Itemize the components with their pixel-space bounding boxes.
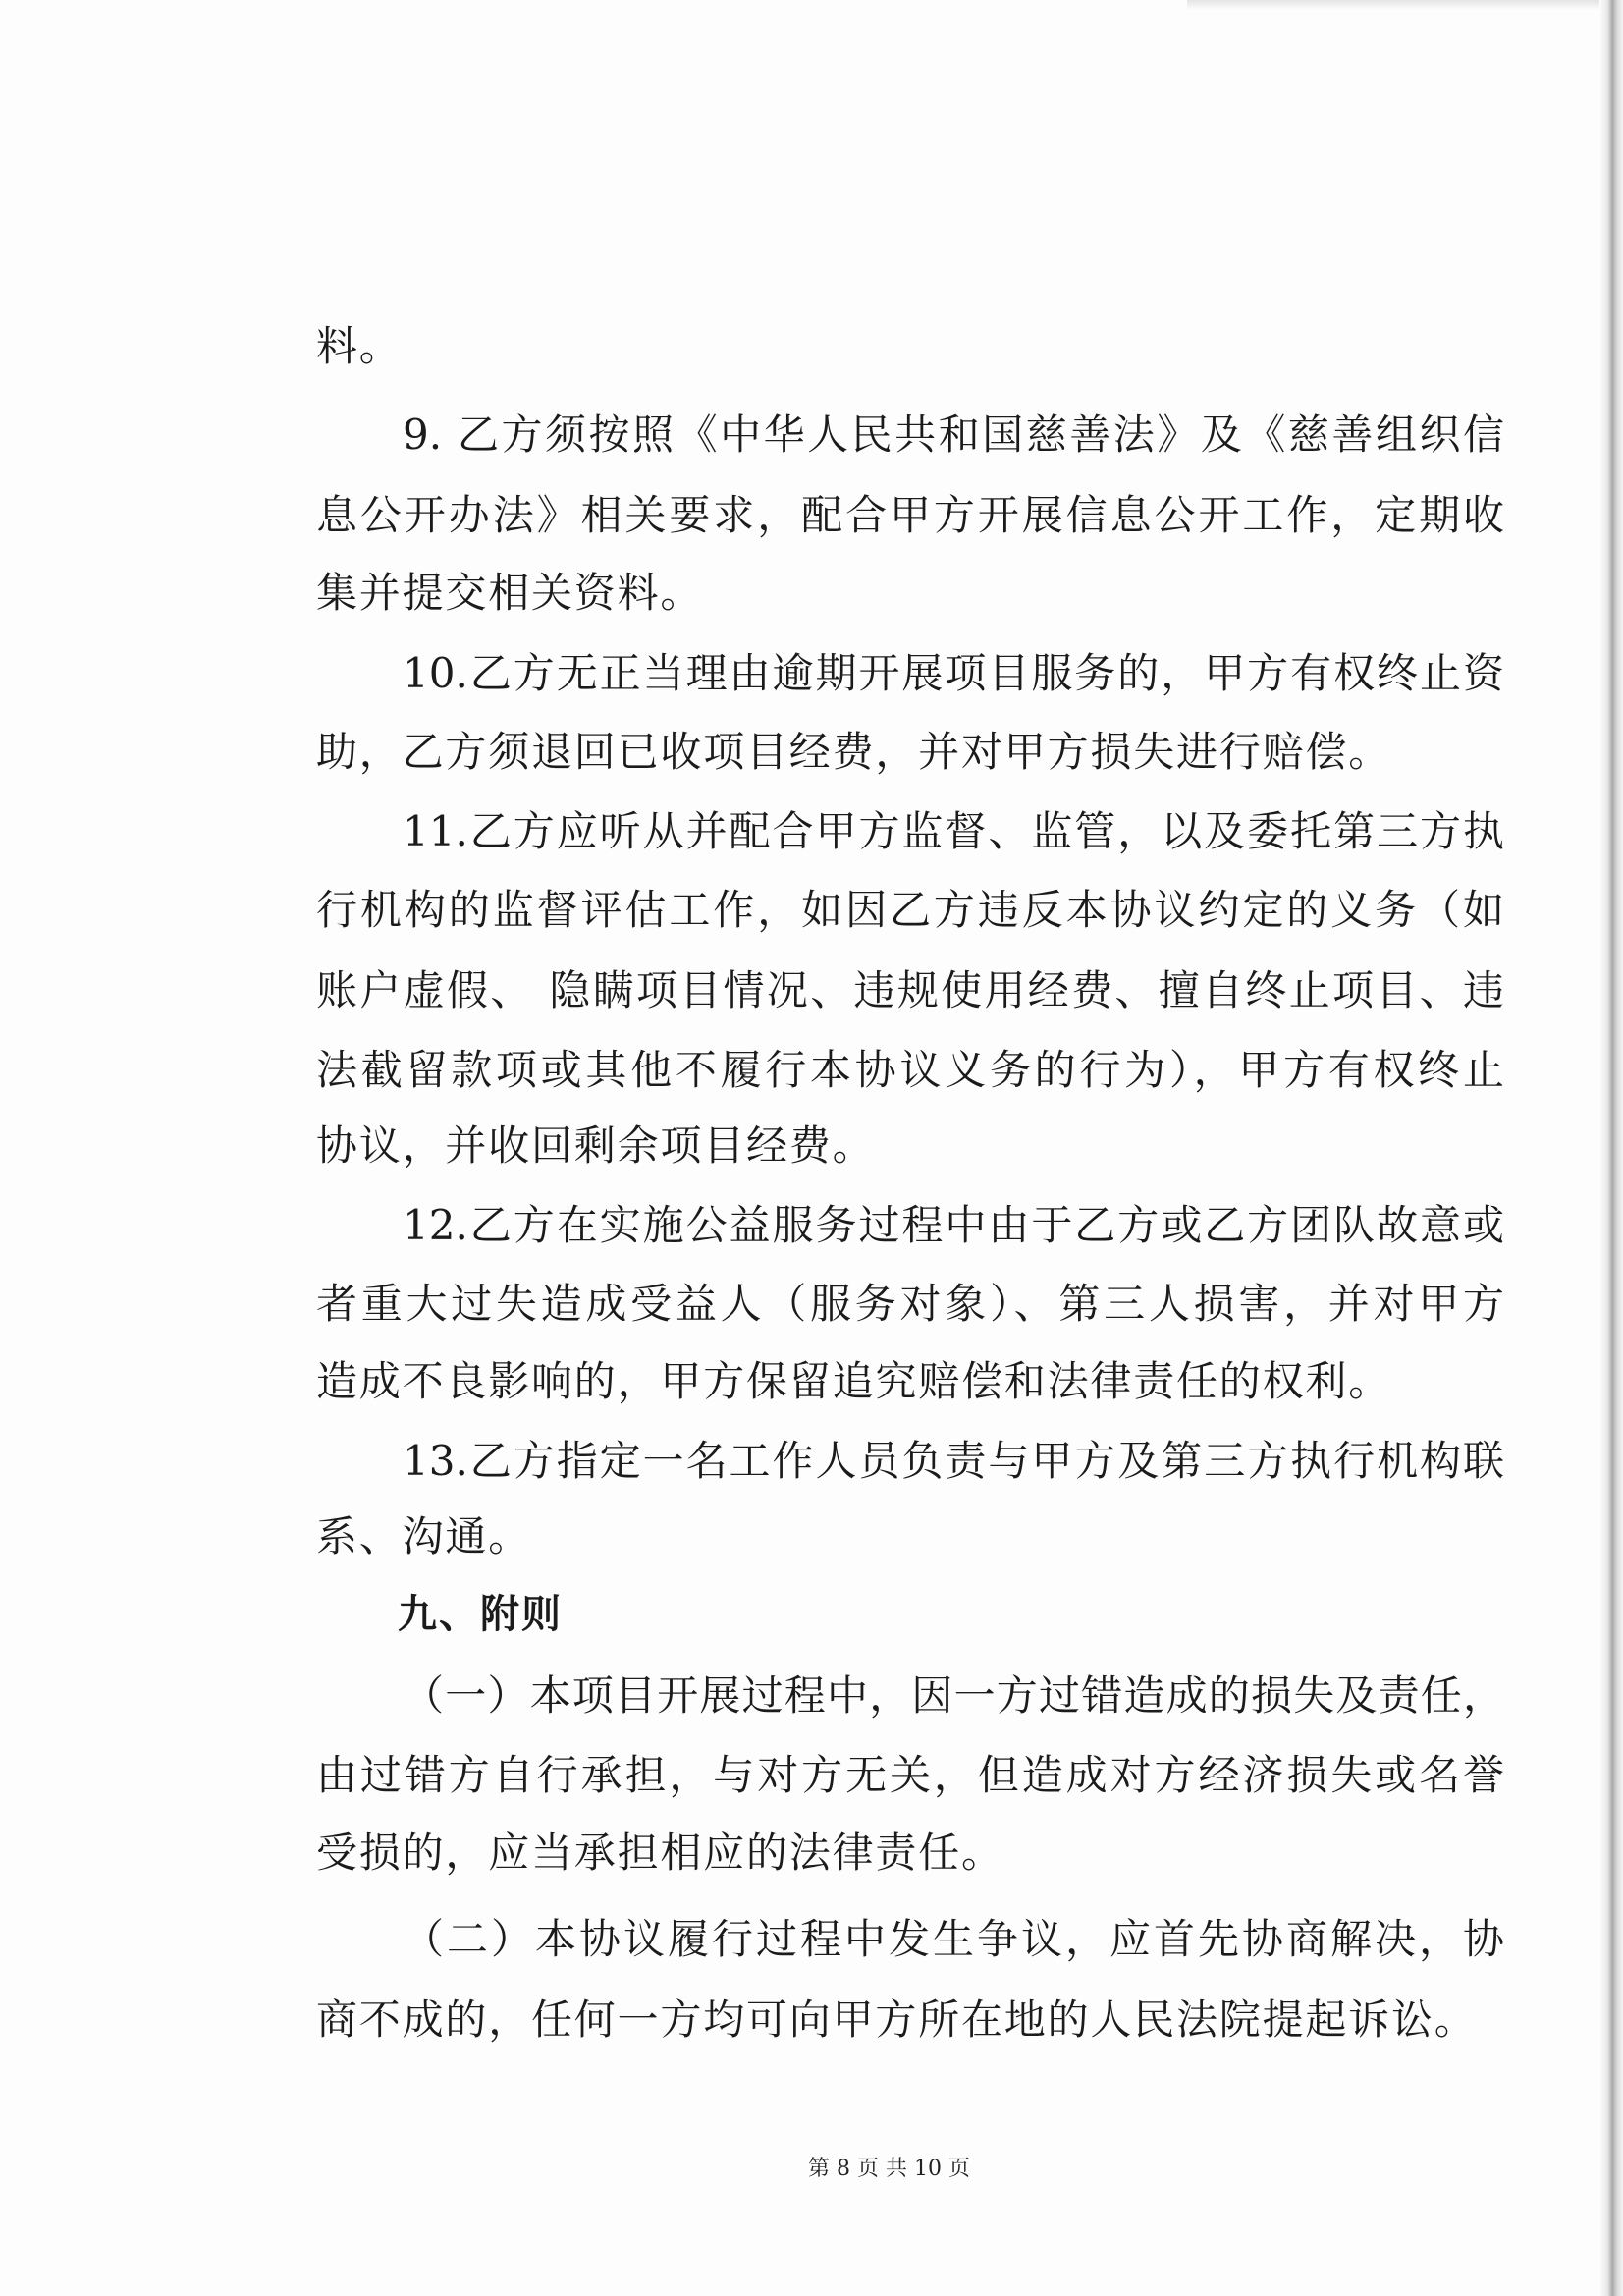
- clause-12-line-2: 者重大过失造成受益人（服务对象）、第三人损害，并对甲方: [316, 1280, 1504, 1328]
- clause-9-line-3: 集并提交相关资料。: [316, 569, 704, 617]
- clause-11-line-3: 账户虚假、 隐瞒项目情况、违规使用经费、擅自终止项目、违: [316, 966, 1504, 1014]
- continuation-line: 料。: [316, 322, 403, 370]
- page-number-footer: 第 8 页 共 10 页: [808, 2157, 970, 2181]
- clause-11-line-5: 协议，并收回剩余项目经费。: [316, 1121, 876, 1170]
- clause-11-line-4: 法截留款项或其他不履行本协议义务的行为），甲方有权终止: [316, 1046, 1504, 1094]
- clause-10-line-1: 10.乙方无正当理由逾期开展项目服务的，甲方有权终止资: [403, 649, 1504, 697]
- clause-11-line-2: 行机构的监督评估工作，如因乙方违反本协议约定的义务（如: [316, 886, 1504, 934]
- section-item-1-line-1: （一）本项目开展过程中，因一方过错造成的损失及责任，: [403, 1671, 1504, 1720]
- clause-13-line-1: 13.乙方指定一名工作人员负责与甲方及第三方执行机构联: [403, 1437, 1504, 1485]
- clause-9-line-1: 9. 乙方须按照《中华人民共和国慈善法》及《慈善组织信: [403, 410, 1504, 459]
- scan-top-edge: [1187, 0, 1599, 10]
- clause-11-line-1: 11.乙方应听从并配合甲方监督、监管，以及委托第三方执: [403, 807, 1504, 855]
- section-item-2-line-1: （二）本协议履行过程中发生争议，应首先协商解决，协: [403, 1915, 1504, 1963]
- section-heading: 九、附则: [398, 1592, 563, 1637]
- clause-13-line-2: 系、沟通。: [316, 1512, 532, 1560]
- scan-edge-shadow: [1599, 0, 1623, 2296]
- section-item-2-line-2: 商不成的，任何一方均可向甲方所在地的人民法院提起诉讼。: [316, 1995, 1478, 2044]
- clause-12-line-1: 12.乙方在实施公益服务过程中由于乙方或乙方团队故意或: [403, 1201, 1504, 1249]
- section-item-1-line-2: 由过错方自行承担，与对方无关，但造成对方经济损失或名誉: [316, 1751, 1504, 1799]
- section-item-1-line-3: 受损的，应当承担相应的法律责任。: [316, 1829, 1004, 1877]
- clause-9-line-2: 息公开办法》相关要求，配合甲方开展信息公开工作，定期收: [316, 491, 1504, 539]
- clause-10-line-2: 助，乙方须退回已收项目经费，并对甲方损失进行赔偿。: [316, 728, 1392, 776]
- clause-12-line-3: 造成不良影响的，甲方保留追究赔偿和法律责任的权利。: [316, 1357, 1392, 1405]
